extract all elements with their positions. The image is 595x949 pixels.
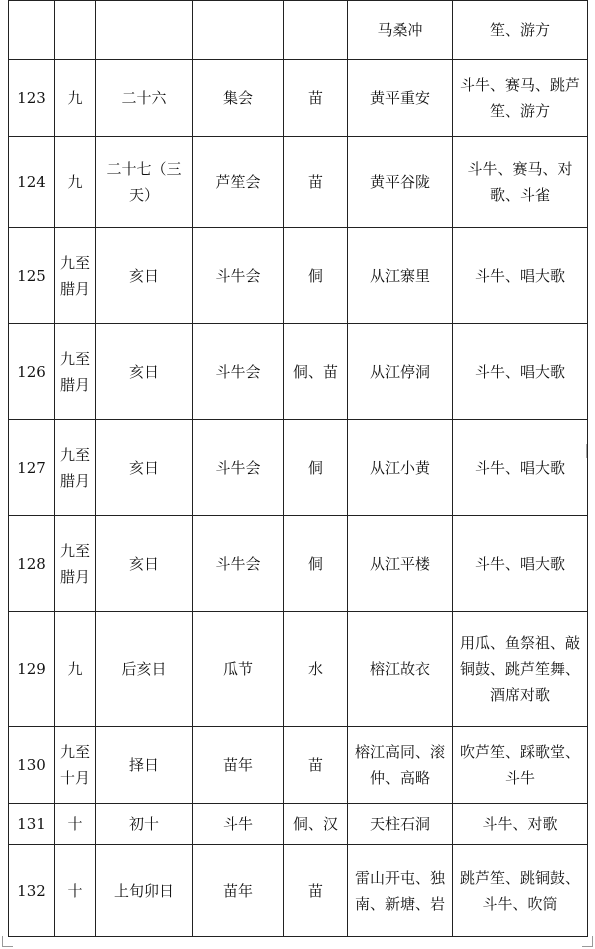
activities-cell: 斗牛、赛马、跳芦笙、游方 (453, 60, 588, 137)
place-cell: 黄平重安 (348, 60, 453, 137)
row-number: 130 (9, 727, 55, 804)
activities-cell: 跳芦笙、跳铜鼓、斗牛、吹筒 (453, 845, 588, 937)
month-cell: 九至十月 (55, 727, 96, 804)
month-cell: 十 (55, 804, 96, 845)
table-row (9, 324, 588, 420)
table-row (9, 804, 588, 845)
row-number: 125 (9, 228, 55, 324)
festival-table (8, 0, 588, 937)
ethnic-group-cell (284, 1, 348, 60)
date-cell: 亥日 (96, 420, 193, 516)
place-cell: 从江平楼 (348, 516, 453, 612)
table-row (9, 60, 588, 137)
date-cell: 后亥日 (96, 612, 193, 727)
activities-cell: 斗牛、对歌 (453, 804, 588, 845)
ethnic-group-cell: 侗、汉 (284, 804, 348, 845)
activities-cell: 斗牛、唱大歌 (453, 516, 588, 612)
place-cell: 从江停洞 (348, 324, 453, 420)
date-cell: 择日 (96, 727, 193, 804)
month-cell: 九至腊月 (55, 420, 96, 516)
place-cell: 黄平谷陇 (348, 137, 453, 228)
row-number: 129 (9, 612, 55, 727)
place-cell: 榕江故衣 (348, 612, 453, 727)
date-cell: 亥日 (96, 228, 193, 324)
table-row (9, 612, 588, 727)
activities-cell: 笙、游方 (453, 1, 588, 60)
table-row (9, 137, 588, 228)
month-cell: 九 (55, 137, 96, 228)
ethnic-group-cell: 侗 (284, 420, 348, 516)
activities-cell: 用瓜、鱼祭祖、敲铜鼓、跳芦笙舞、酒席对歌 (453, 612, 588, 727)
page-edge-mark (586, 444, 593, 458)
activities-cell: 斗牛、唱大歌 (453, 420, 588, 516)
activities-cell: 斗牛、唱大歌 (453, 228, 588, 324)
place-cell: 马桑冲 (348, 1, 453, 60)
festival-name-cell: 斗牛 (193, 804, 284, 845)
festival-name-cell: 芦笙会 (193, 137, 284, 228)
ethnic-group-cell: 苗 (284, 137, 348, 228)
page-corner-mark (582, 936, 593, 947)
table-row (9, 228, 588, 324)
row-number (9, 1, 55, 60)
row-number: 127 (9, 420, 55, 516)
date-cell: 二十六 (96, 60, 193, 137)
festival-name-cell: 斗牛会 (193, 228, 284, 324)
row-number: 128 (9, 516, 55, 612)
page-corner-mark (2, 936, 13, 947)
month-cell: 九至腊月 (55, 516, 96, 612)
row-number: 132 (9, 845, 55, 937)
table-row (9, 420, 588, 516)
activities-cell: 斗牛、唱大歌 (453, 324, 588, 420)
ethnic-group-cell: 侗 (284, 228, 348, 324)
ethnic-group-cell: 苗 (284, 60, 348, 137)
table-row (9, 845, 588, 937)
table-row (9, 727, 588, 804)
festival-name-cell: 集会 (193, 60, 284, 137)
table-row (9, 516, 588, 612)
row-number: 124 (9, 137, 55, 228)
festival-name-cell: 斗牛会 (193, 324, 284, 420)
ethnic-group-cell: 水 (284, 612, 348, 727)
ethnic-group-cell: 苗 (284, 845, 348, 937)
month-cell: 十 (55, 845, 96, 937)
festival-name-cell: 斗牛会 (193, 516, 284, 612)
row-number: 131 (9, 804, 55, 845)
table-row (9, 1, 588, 60)
month-cell (55, 1, 96, 60)
ethnic-group-cell: 侗 (284, 516, 348, 612)
date-cell (96, 1, 193, 60)
place-cell: 榕江高同、滚仲、高略 (348, 727, 453, 804)
activities-cell: 吹芦笙、踩歌堂、斗牛 (453, 727, 588, 804)
place-cell: 从江寨里 (348, 228, 453, 324)
place-cell: 天柱石洞 (348, 804, 453, 845)
month-cell: 九 (55, 60, 96, 137)
ethnic-group-cell: 侗、苗 (284, 324, 348, 420)
festival-name-cell: 苗年 (193, 727, 284, 804)
place-cell: 雷山开屯、独南、新塘、岩 (348, 845, 453, 937)
festival-name-cell: 斗牛会 (193, 420, 284, 516)
festival-name-cell (193, 1, 284, 60)
row-number: 126 (9, 324, 55, 420)
date-cell: 亥日 (96, 324, 193, 420)
date-cell: 二十七（三天） (96, 137, 193, 228)
date-cell: 上旬卯日 (96, 845, 193, 937)
row-number: 123 (9, 60, 55, 137)
festival-name-cell: 瓜节 (193, 612, 284, 727)
place-cell: 从江小黄 (348, 420, 453, 516)
activities-cell: 斗牛、赛马、对歌、斗雀 (453, 137, 588, 228)
festival-name-cell: 苗年 (193, 845, 284, 937)
ethnic-group-cell: 苗 (284, 727, 348, 804)
date-cell: 亥日 (96, 516, 193, 612)
month-cell: 九 (55, 612, 96, 727)
month-cell: 九至腊月 (55, 324, 96, 420)
date-cell: 初十 (96, 804, 193, 845)
month-cell: 九至腊月 (55, 228, 96, 324)
